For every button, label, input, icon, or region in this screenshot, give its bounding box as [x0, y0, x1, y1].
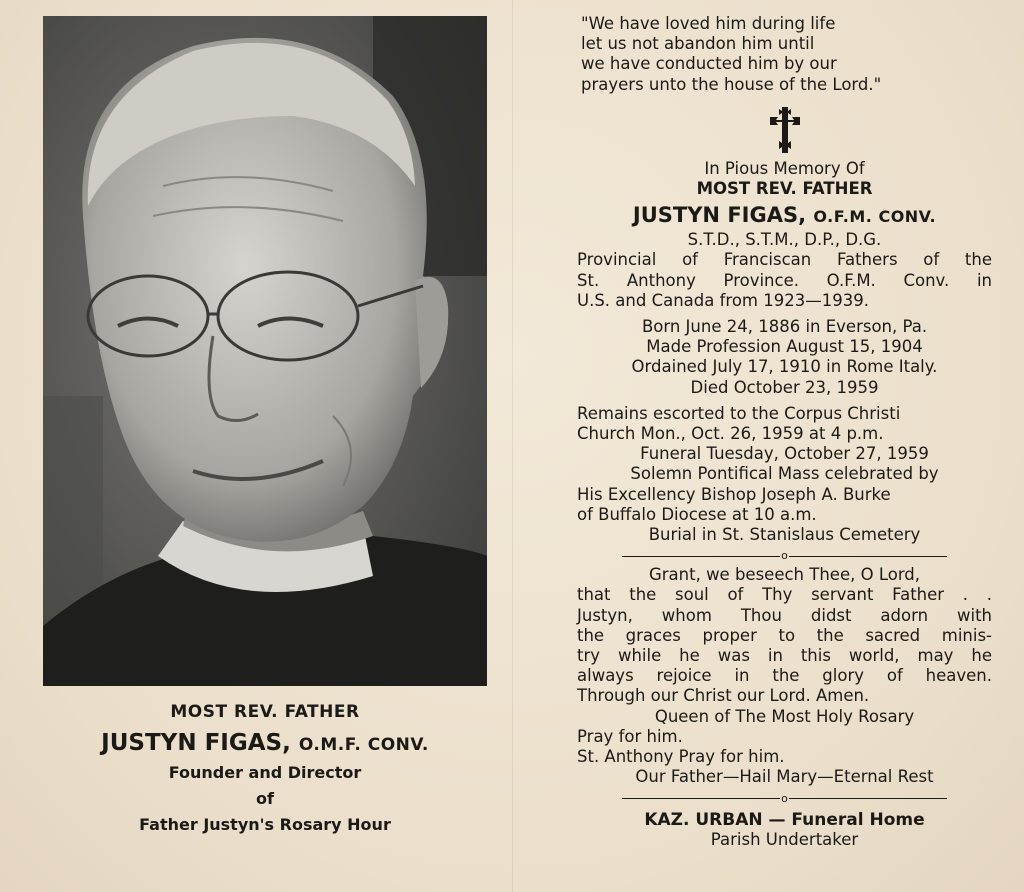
memory-name-text: JUSTYN FIGAS, — [632, 203, 807, 228]
caption-role-3: Father Justyn's Rosary Hour — [139, 815, 391, 834]
provincial-block — [577, 250, 992, 311]
prayer-line: try while he was in this world, may he — [577, 646, 992, 666]
prayer-line: Queen of The Most Holy Rosary — [654, 706, 915, 726]
provincial-line: Provincial of Franciscan Fathers of the — [577, 250, 992, 270]
memorial-text — [577, 14, 992, 850]
prayer-line: the graces proper to the sacred minis- — [577, 625, 992, 645]
caption-name-text: JUSTYN FIGAS, — [101, 730, 291, 756]
date-line: Died October 23, 1959 — [690, 377, 879, 397]
memory-title: MOST REV. FATHER — [696, 179, 873, 199]
funeral-line: of Buffalo Diocese at 10 a.m. — [577, 504, 817, 524]
quote-line: we have conducted him by our — [581, 54, 837, 74]
opening-quote — [581, 14, 992, 95]
memory-order: O.F.M. CONV. — [813, 207, 937, 227]
caption-name — [40, 728, 490, 760]
photo-caption — [40, 700, 490, 838]
prayer-line: Justyn, whom Thou didst adorn with — [577, 605, 992, 625]
prayer-line: Through our Christ our Lord. Amen. — [577, 686, 870, 706]
provincial-line: U.S. and Canada from 1923—1939. — [577, 290, 869, 310]
divider-bottom: o — [577, 794, 992, 804]
caption-role-1: Founder and Director — [168, 763, 362, 782]
memory-name — [577, 202, 992, 230]
funeral-home: KAZ. URBAN — Funeral Home — [644, 809, 925, 830]
funeral-line: Solemn Pontifical Mass celebrated by — [630, 464, 939, 484]
funeral-line: His Excellency Bishop Joseph A. Burke — [577, 484, 891, 504]
dates-block — [577, 317, 992, 398]
prayer-line: Pray for him. — [577, 726, 683, 746]
date-line: Born June 24, 1886 in Everson, Pa. — [641, 317, 928, 337]
caption-role-2: of — [256, 789, 274, 808]
funeral-block — [577, 404, 992, 545]
prayer-line: St. Anthony Pray for him. — [577, 747, 785, 767]
caption-title: MOST REV. FATHER — [170, 702, 360, 722]
card-fold — [512, 0, 513, 892]
funeral-line: Church Mon., Oct. 26, 1959 at 4 p.m. — [577, 424, 884, 444]
date-line: Made Profession August 15, 1904 — [646, 337, 923, 357]
portrait-image — [43, 16, 487, 686]
memory-heading: In Pious Memory Of — [704, 158, 865, 178]
caption-order: O.M.F. CONV. — [298, 735, 429, 755]
prayer-line: always rejoice in the glory of heaven. — [577, 666, 992, 686]
quote-line: prayers unto the house of the Lord." — [581, 74, 882, 94]
prayer-line: Grant, we beseech Thee, O Lord, — [648, 565, 921, 585]
date-line: Ordained July 17, 1910 in Rome Italy. — [631, 357, 938, 377]
undertaker: Parish Undertaker — [710, 829, 859, 849]
provincial-line: St. Anthony Province. O.F.M. Conv. in — [577, 270, 992, 290]
divider-top: o — [577, 551, 992, 561]
quote-line: let us not abandon him until — [581, 34, 815, 54]
prayer-line: Our Father—Hail Mary—Eternal Rest — [635, 767, 934, 787]
degrees: S.T.D., S.T.M., D.P., D.G. — [687, 230, 882, 250]
funeral-line: Remains escorted to the Corpus Christi — [577, 403, 901, 423]
quote-line: "We have loved him during life — [581, 14, 836, 33]
funeral-line: Funeral Tuesday, October 27, 1959 — [640, 444, 929, 464]
portrait-photo — [43, 16, 487, 686]
cross-icon — [768, 105, 802, 155]
funeral-line: Burial in St. Stanislaus Cemetery — [648, 525, 921, 545]
prayer-block — [577, 565, 992, 787]
prayer-line: that the soul of Thy servant Father . . — [577, 585, 992, 605]
